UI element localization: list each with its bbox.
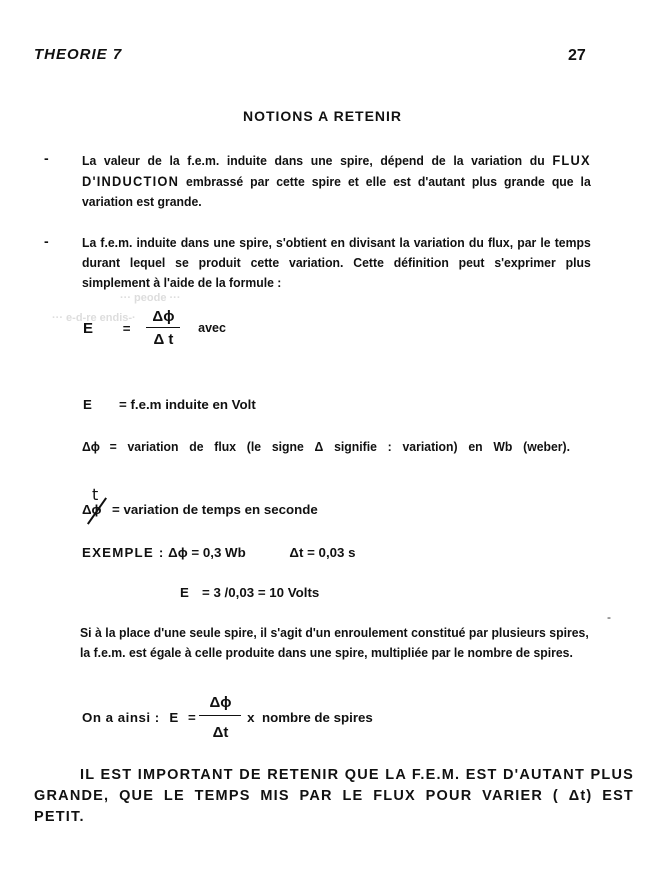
formula-fraction <box>199 694 241 741</box>
coil-formula <box>82 694 373 741</box>
formula-lhs: E <box>169 710 179 725</box>
formula-fraction <box>146 308 180 348</box>
example-flux: Δϕ = 0,3 Wb <box>168 545 246 560</box>
definition-symbol: Δϕ <box>82 439 100 454</box>
definition-e <box>83 397 256 412</box>
definition-symbol: E <box>83 397 92 412</box>
bullet-paragraph <box>82 150 591 212</box>
definition-symbol: Δϕ <box>82 502 112 517</box>
definition-text: = f.e.m induite en Volt <box>119 397 256 412</box>
coil-formula-prefix: On a ainsi : <box>82 710 160 725</box>
bullet-marker: - <box>44 150 49 166</box>
definition-text: = variation de temps en seconde <box>112 502 318 517</box>
formula-equals: = <box>187 710 196 725</box>
bleed-through-text: ··· e-d-re endis-· <box>52 312 136 324</box>
coil-paragraph: Si à la place d'une seule spire, il s'agit d'un enroulement constitué par plusieurs spires, la f.e.m. est égale à celle produite dans une spire, multipliée par le nombre de spires. <box>80 625 589 660</box>
example-time: Δt = 0,03 s <box>289 545 356 560</box>
emphasis-text: FLUX D'INDUCTION <box>82 152 591 189</box>
definition-flux <box>82 437 591 457</box>
example-line <box>82 545 356 560</box>
fraction-denominator: Δt <box>212 724 229 741</box>
formula-suffix: x nombre de spires <box>247 710 373 725</box>
definition-time <box>82 485 318 517</box>
formula-equals: = <box>122 320 131 336</box>
bullet-text: embrassé par cette spire et elle est d'autant plus grande que la variation est grande. <box>82 174 591 209</box>
example-result-text: = 3 /0,03 = 10 Volts <box>202 585 320 600</box>
fraction-numerator: Δϕ <box>199 694 241 716</box>
bullet-marker: - <box>44 233 49 249</box>
handwritten-correction: t <box>92 485 99 504</box>
margin-mark: - <box>607 610 611 624</box>
example-result <box>180 585 319 600</box>
bullet-paragraph: La f.e.m. induite dans une spire, s'obtient en divisant la variation du flux, par le temps durant lequel se produit cette variation. Cette définition peut s'exprimer plus simplement à l'aide de la formule : <box>82 235 591 290</box>
example-result-lhs: E <box>180 585 189 600</box>
page-number: 27 <box>568 47 586 64</box>
fraction-denominator: Δ t <box>153 331 174 348</box>
example-label: EXEMPLE : <box>82 545 165 560</box>
formula-suffix: avec <box>198 321 226 335</box>
chapter-heading: THEORIE 7 <box>34 46 123 63</box>
important-note <box>34 765 634 828</box>
bleed-through-text: ··· peode ··· <box>120 292 181 304</box>
main-formula <box>83 308 226 348</box>
definition-text: = variation de flux (le signe Δ signifie : variation) en Wb (weber). <box>109 439 571 454</box>
section-title: NOTIONS A RETENIR <box>242 108 403 124</box>
important-text: IL EST IMPORTANT DE RETENIR QUE LA F.E.M. EST D'AUTANT PLUS GRANDE, QUE LE TEMPS MIS PAR LE FLUX POUR VARIER ( Δt) EST PETIT. <box>34 767 634 825</box>
fraction-numerator: Δϕ <box>146 308 180 328</box>
bullet-text: La valeur de la f.e.m. induite dans une spire, dépend de la variation du <box>82 153 553 168</box>
formula-lhs: E <box>83 319 94 337</box>
